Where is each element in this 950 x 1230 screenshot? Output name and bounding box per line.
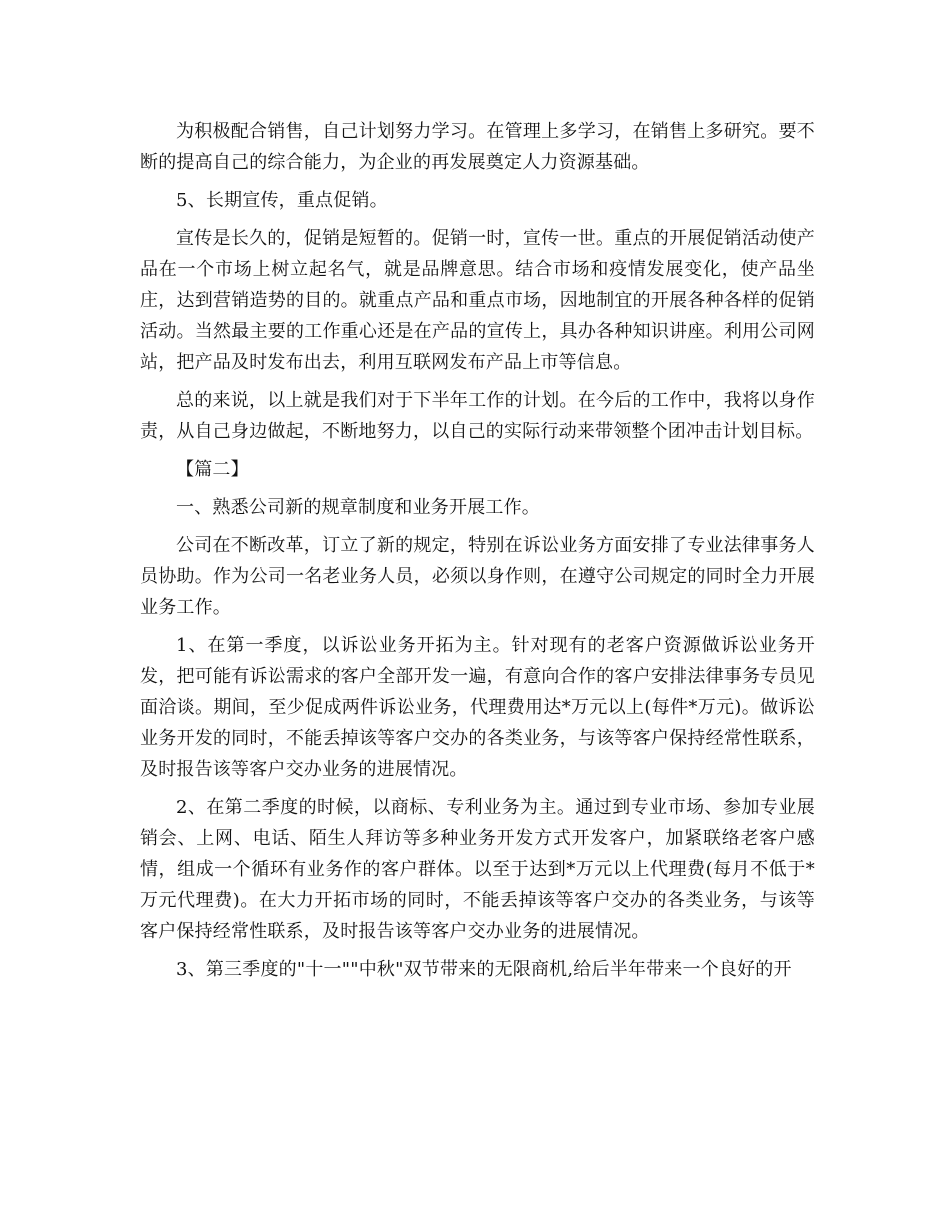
paragraph-summary: 总的来说，以上就是我们对于下半年工作的计划。在今后的工作中，我将以身作责，从自己身边做起，不断地努力，以自己的实际行动来带领整个团冲击计划目标。: [140, 390, 815, 442]
section-title-part-two: 【篇二】: [176, 459, 249, 480]
document-body: [140, 116, 815, 985]
paragraph-company-reform: 公司在不断改革，订立了新的规定，特别在诉讼业务方面安排了专业法律事务人员协助。作为公司一名老业务人员，必须以身作则，在遵守公司规定的同时全力开展业务工作。: [140, 535, 815, 618]
heading-company-rules: 一、熟悉公司新的规章制度和业务开展工作。: [176, 497, 540, 518]
paragraph-sales-study: 为积极配合销售，自己计划努力学习。在管理上多学习，在销售上多研究。要不断的提高自己的综合能力，为企业的再发展奠定人力资源基础。: [140, 121, 815, 173]
paragraph-third-quarter: 3、第三季度的"十一""中秋"双节带来的无限商机,给后半年带来一个良好的开: [176, 959, 792, 980]
paragraph-first-quarter: 1、在第一季度，以诉讼业务开拓为主。针对现有的老客户资源做诉讼业务开发，把可能有诉讼需求的客户全部开发一遍，有意向合作的客户安排法律事务专员见面洽谈。期间，至少促成两件诉讼业务，代理费用达*万元以上(每件*万元)。做诉讼业务开发的同时，不能丢掉该等客户交办的各类业务，与该等客户保持经常性联系，及时报告该等客户交办业务的进展情况。: [140, 635, 815, 780]
paragraph-second-quarter: 2、在第二季度的时候，以商标、专利业务为主。通过到专业市场、参加专业展销会、上网、电话、陌生人拜访等多种业务开发方式开发客户，加紧联络老客户感情，组成一个循环有业务作的客户群体。以至于达到*万元以上代理费(每月不低于*万元代理费)。在大力开拓市场的同时，不能丢掉该等客户交办的各类业务，与该等客户保持经常性联系，及时报告该等客户交办业务的进展情况。: [140, 797, 815, 942]
heading-long-term-promotion: 5、长期宣传，重点促销。: [176, 190, 388, 211]
paragraph-promotion-details: 宣传是长久的，促销是短暂的。促销一时，宣传一世。重点的开展促销活动使产品在一个市场上树立起名气，就是品牌意思。结合市场和疫情发展变化，使产品坐庄，达到营销造势的目的。就重点产品和重点市场，因地制宜的开展各种各样的促销活动。当然最主要的工作重心还是在产品的宣传上，具办各种知识讲座。利用公司网站，把产品及时发布出去，利用互联网发布产品上市等信息。: [140, 228, 815, 373]
